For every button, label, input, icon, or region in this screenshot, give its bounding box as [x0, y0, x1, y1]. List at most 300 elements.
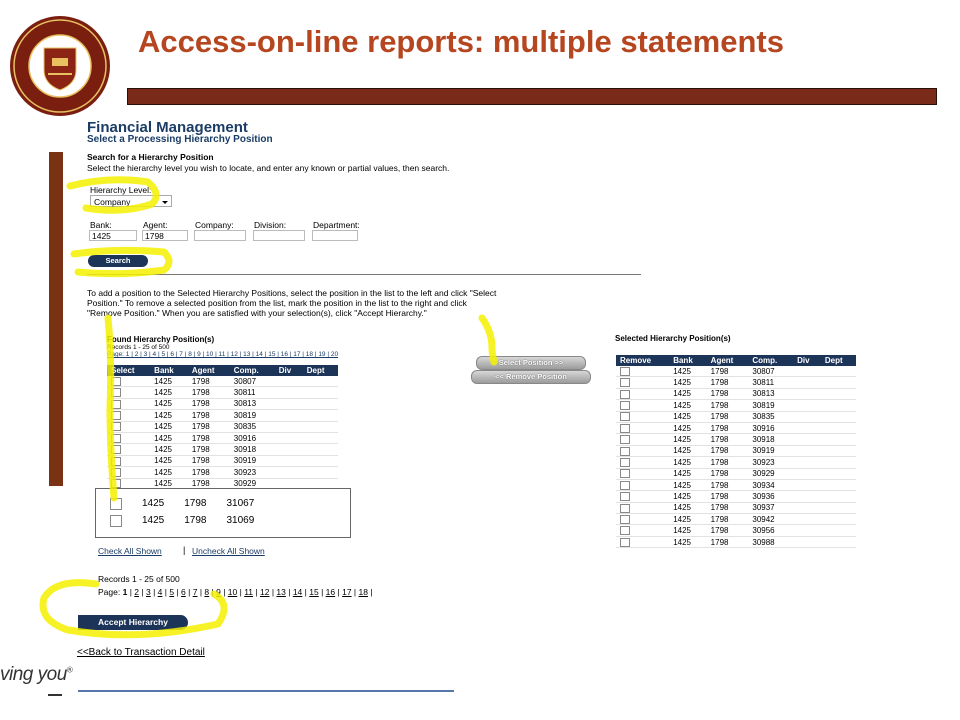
division-cell [275, 398, 303, 409]
checkbox-cell [616, 468, 669, 479]
division-cell [275, 387, 303, 398]
checkbox-cell [616, 536, 669, 547]
check-all-link[interactable]: Check All Shown [98, 546, 162, 556]
company-cell: 30813 [748, 388, 793, 399]
selected-checkbox[interactable] [620, 504, 630, 513]
division-cell [275, 421, 303, 432]
checkbox-cell [616, 491, 669, 502]
search-heading: Search for a Hierarchy Position [87, 152, 214, 162]
agent-cell: 1798 [707, 525, 749, 536]
back-to-transaction-link[interactable]: <<Back to Transaction Detail [77, 647, 205, 658]
division-cell [793, 502, 821, 513]
department-cell [303, 387, 338, 398]
selected-checkbox[interactable] [620, 481, 630, 490]
slide-title: Access-on-line reports: multiple statements [138, 24, 784, 59]
agent-cell: 1798 [188, 376, 230, 387]
bottom-records: Records 1 - 25 of 500 [98, 574, 180, 584]
bank-field[interactable]: 1425 [89, 230, 137, 241]
selected-row [616, 468, 856, 479]
department-field[interactable] [312, 230, 358, 241]
page-separator: | [302, 587, 307, 597]
agent-cell: 1798 [707, 536, 749, 547]
agent-cell: 1798 [707, 514, 749, 525]
zoomed-row [100, 512, 304, 529]
page-link-10[interactable]: 10 [227, 587, 238, 597]
company-cell: 30988 [748, 536, 793, 547]
column-header-dept: Dept [303, 365, 338, 376]
column-header-bank: Bank [150, 365, 188, 376]
division-cell [793, 377, 821, 388]
agent-cell: 1798 [188, 444, 230, 455]
department-cell [821, 388, 856, 399]
found-checkbox[interactable] [111, 400, 121, 409]
instructions-line-3: "Remove Position." When you are satisfied with your selection(s), click "Accept Hierarchy." [87, 308, 427, 318]
agent-cell: 1798 [188, 455, 230, 466]
checkbox-cell [107, 444, 150, 455]
found-checkbox[interactable] [111, 388, 121, 397]
department-cell [284, 512, 304, 529]
department-cell [821, 422, 856, 433]
department-cell [303, 432, 338, 443]
division-label: Division: [254, 220, 287, 230]
page-separator: | [318, 587, 324, 597]
page-link-18[interactable]: 18 [358, 587, 368, 597]
checkbox-cell [616, 502, 669, 513]
bottom-pagination [98, 587, 373, 597]
page-link-11[interactable]: 11 [244, 587, 254, 597]
agent-cell: 1798 [707, 445, 749, 456]
found-row [107, 467, 338, 478]
bank-cell: 1425 [669, 366, 706, 377]
agent-field[interactable]: 1798 [142, 230, 188, 241]
division-cell [264, 495, 284, 512]
company-cell: 30811 [748, 377, 793, 388]
company-field[interactable] [194, 230, 246, 241]
bank-cell: 1425 [669, 445, 706, 456]
selected-checkbox[interactable] [620, 492, 630, 501]
found-row [107, 444, 338, 455]
found-pagination[interactable]: Page: 1 | 2 | 3 | 4 | 5 | 6 | 7 | 8 | 9 | 10 | 11 | 12 | 13 | 14 | 15 | 16 | 17 | 18 | 19 | 20 [107, 351, 339, 358]
hierarchy-level-label: Hierarchy Level: [90, 185, 152, 195]
agent-cell: 1798 [707, 388, 749, 399]
page-separator: | [127, 587, 132, 597]
department-cell [821, 377, 856, 388]
selected-row [616, 388, 856, 399]
selected-row [616, 502, 856, 513]
hierarchy-level-value: Company [94, 197, 131, 207]
selected-checkbox[interactable] [620, 447, 630, 456]
agent-cell: 1798 [707, 422, 749, 433]
company-cell: 30807 [748, 366, 793, 377]
department-cell [303, 398, 338, 409]
bank-cell: 1425 [669, 468, 706, 479]
agent-cell: 1798 [184, 498, 207, 509]
checkbox-cell [107, 455, 150, 466]
selected-row [616, 536, 856, 547]
checkbox-cell [616, 388, 669, 399]
company-cell: 30819 [748, 400, 793, 411]
division-cell [793, 525, 821, 536]
selected-checkbox[interactable] [620, 367, 630, 376]
selected-row [616, 479, 856, 490]
bank-cell: 1425 [669, 411, 706, 422]
company-cell: 30918 [230, 444, 275, 455]
company-cell: 30811 [230, 387, 275, 398]
division-cell [793, 422, 821, 433]
zoomed-checkbox[interactable] [110, 515, 122, 527]
page-link-2[interactable]: 2 [134, 587, 140, 597]
department-cell [303, 376, 338, 387]
bank-cell: 1425 [150, 444, 188, 455]
checkbox-cell [616, 422, 669, 433]
page-link-1[interactable]: 1 [122, 587, 128, 597]
division-cell [275, 410, 303, 421]
bank-cell: 1425 [142, 515, 165, 526]
department-cell [821, 400, 856, 411]
page-link-15[interactable]: 15 [309, 587, 319, 597]
found-row [107, 421, 338, 432]
registered-mark: ® [66, 665, 73, 675]
company-cell: 30819 [230, 410, 275, 421]
company-cell: 30918 [748, 434, 793, 445]
checkbox-cell [107, 376, 150, 387]
page-separator: | [174, 587, 179, 597]
link-separator: | [183, 545, 186, 555]
agent-cell: 1798 [188, 387, 230, 398]
found-checkbox[interactable] [111, 445, 121, 454]
department-cell [303, 410, 338, 421]
column-header-bank: Bank [669, 355, 706, 366]
found-records: Records 1 - 25 of 500 [107, 344, 170, 351]
bank-cell: 1425 [669, 377, 706, 388]
column-header-remove: Remove [616, 355, 669, 366]
company-cell: 30923 [230, 467, 275, 478]
page-separator: | [162, 587, 167, 597]
department-cell [821, 457, 856, 468]
agent-cell: 1798 [707, 491, 749, 502]
footer-tagline-text: ving you [0, 664, 67, 685]
checkbox-cell [107, 398, 150, 409]
page-separator: | [367, 587, 373, 597]
bank-cell: 1425 [669, 422, 706, 433]
bank-label: Bank: [90, 220, 112, 230]
agent-cell: 1798 [184, 515, 207, 526]
selected-checkbox[interactable] [620, 538, 630, 547]
page-link-6[interactable]: 6 [181, 587, 186, 597]
company-cell: 30919 [748, 445, 793, 456]
department-cell [821, 479, 856, 490]
department-cell [821, 514, 856, 525]
checkbox-cell [107, 432, 150, 443]
selected-row [616, 400, 856, 411]
page-separator: | [220, 587, 226, 597]
agent-cell: 1798 [707, 411, 749, 422]
department-cell [303, 467, 338, 478]
company-label: Company: [195, 220, 234, 230]
found-row [107, 410, 338, 421]
hierarchy-level-select[interactable] [90, 195, 172, 207]
company-cell: 30937 [748, 502, 793, 513]
selected-checkbox[interactable] [620, 469, 630, 478]
found-row [107, 376, 338, 387]
division-cell [793, 536, 821, 547]
bank-cell: 1425 [150, 421, 188, 432]
selected-row [616, 525, 856, 536]
agent-cell: 1798 [707, 468, 749, 479]
instructions-line-2: Position." To remove a selected position from the list, mark the position in the list to the right and click [87, 298, 467, 308]
bank-cell: 1425 [669, 388, 706, 399]
selected-checkbox[interactable] [620, 458, 630, 467]
page-link-14[interactable]: 14 [292, 587, 303, 597]
checkbox-cell [616, 411, 669, 422]
selected-row [616, 514, 856, 525]
page-label: Page: [98, 587, 121, 597]
zoomed-row [100, 495, 304, 512]
agent-cell: 1798 [188, 478, 230, 489]
bank-cell: 1425 [669, 536, 706, 547]
bank-cell: 1425 [150, 387, 188, 398]
accept-hierarchy-button[interactable]: Accept Hierarchy [78, 615, 188, 630]
company-cell: 30936 [748, 491, 793, 502]
division-cell [264, 512, 284, 529]
bank-cell: 1425 [669, 514, 706, 525]
zoomed-checkbox[interactable] [110, 498, 122, 510]
found-row [107, 455, 338, 466]
page-link-17[interactable]: 17 [342, 587, 352, 597]
selected-checkbox[interactable] [620, 378, 630, 387]
company-cell: 30916 [230, 432, 275, 443]
page-link-5[interactable]: 5 [169, 587, 175, 597]
company-cell: 30929 [748, 468, 793, 479]
selected-checkbox[interactable] [620, 412, 630, 421]
page-link-13[interactable]: 13 [276, 587, 286, 597]
bank-cell: 1425 [150, 467, 188, 478]
division-cell [793, 468, 821, 479]
found-table-header [107, 365, 338, 376]
page-link-7[interactable]: 7 [192, 587, 198, 597]
agent-cell: 1798 [707, 457, 749, 468]
selected-title: Selected Hierarchy Position(s) [615, 334, 731, 343]
column-header-div: Div [793, 355, 821, 366]
search-button[interactable]: Search [88, 255, 148, 267]
company-cell: 30835 [230, 421, 275, 432]
selected-checkbox[interactable] [620, 435, 630, 444]
selected-checkbox[interactable] [620, 515, 630, 524]
column-header-comp: Comp. [748, 355, 793, 366]
page-separator: | [269, 587, 275, 597]
department-cell [303, 444, 338, 455]
company-cell: 31067 [226, 498, 255, 509]
checkbox-cell [616, 400, 669, 411]
page-separator: | [237, 587, 242, 597]
division-cell [275, 467, 303, 478]
bank-cell: 1425 [669, 491, 706, 502]
checkbox-cell [616, 366, 669, 377]
agent-cell: 1798 [188, 410, 230, 421]
department-cell [821, 366, 856, 377]
found-checkbox[interactable] [111, 457, 121, 466]
department-cell [821, 536, 856, 547]
checkbox-cell [100, 512, 132, 529]
division-cell [793, 388, 821, 399]
found-row [107, 398, 338, 409]
bank-cell: 1425 [150, 478, 188, 489]
page-separator: | [253, 587, 258, 597]
app-heading: Financial Management [87, 119, 248, 136]
division-cell [275, 376, 303, 387]
division-cell [275, 444, 303, 455]
department-cell [284, 495, 304, 512]
company-cell: 30916 [748, 422, 793, 433]
found-positions-table [107, 365, 338, 490]
division-field[interactable] [253, 230, 305, 241]
bank-cell: 1425 [150, 455, 188, 466]
division-cell [793, 411, 821, 422]
column-header-comp: Comp. [230, 365, 275, 376]
selected-row [616, 377, 856, 388]
bank-cell: 1425 [669, 525, 706, 536]
department-cell [821, 491, 856, 502]
department-cell [821, 468, 856, 479]
page-separator: | [351, 587, 357, 597]
footer-tick [48, 694, 62, 696]
found-title: Found Hierarchy Position(s) [107, 335, 215, 344]
found-checkbox[interactable] [111, 434, 121, 443]
agent-cell: 1798 [707, 479, 749, 490]
found-checkbox[interactable] [111, 468, 121, 477]
department-cell [821, 411, 856, 422]
selected-row [616, 422, 856, 433]
bank-cell: 1425 [150, 398, 188, 409]
found-row [107, 432, 338, 443]
division-cell [793, 479, 821, 490]
checkbox-cell [107, 410, 150, 421]
department-cell [303, 421, 338, 432]
page-separator: | [285, 587, 291, 597]
company-cell: 30956 [748, 525, 793, 536]
column-header-div: Div [275, 365, 303, 376]
footer-tagline [0, 664, 72, 686]
page-link-9[interactable]: 9 [216, 587, 221, 597]
agent-cell: 1798 [707, 377, 749, 388]
bank-cell: 1425 [669, 434, 706, 445]
checkbox-cell [616, 525, 669, 536]
column-header-agent: Agent [707, 355, 749, 366]
found-checkbox[interactable] [111, 411, 121, 420]
bank-cell: 1425 [150, 376, 188, 387]
selected-checkbox[interactable] [620, 526, 630, 535]
bank-cell: 1425 [142, 498, 165, 509]
selected-checkbox[interactable] [620, 401, 630, 410]
selected-row [616, 445, 856, 456]
column-header-agent: Agent [188, 365, 230, 376]
department-cell [821, 445, 856, 456]
department-label: Department: [313, 220, 360, 230]
selected-row [616, 434, 856, 445]
chevron-down-icon [162, 201, 168, 204]
selected-row [616, 366, 856, 377]
bank-cell: 1425 [150, 410, 188, 421]
division-cell [275, 455, 303, 466]
company-cell: 30929 [230, 478, 275, 489]
checkbox-cell [616, 445, 669, 456]
left-accent-bar [49, 152, 63, 486]
page-separator: | [335, 587, 340, 597]
company-cell: 30813 [230, 398, 275, 409]
checkbox-cell [616, 457, 669, 468]
checkbox-cell [107, 467, 150, 478]
checkbox-cell [100, 495, 132, 512]
selected-row [616, 457, 856, 468]
select-position-button[interactable]: Select Position >> [476, 356, 586, 370]
division-cell [793, 434, 821, 445]
page-link-8[interactable]: 8 [204, 587, 210, 597]
division-cell [793, 366, 821, 377]
agent-cell: 1798 [188, 421, 230, 432]
zoomed-rows-inset [95, 488, 351, 538]
bank-cell: 1425 [150, 432, 188, 443]
division-cell [793, 491, 821, 502]
page-link-4[interactable]: 4 [157, 587, 163, 597]
company-cell: 30942 [748, 514, 793, 525]
agent-cell: 1798 [707, 400, 749, 411]
bank-cell: 1425 [669, 502, 706, 513]
company-cell: 30835 [748, 411, 793, 422]
bank-cell: 1425 [669, 400, 706, 411]
zoomed-rows-table [100, 495, 304, 529]
selected-table-header [616, 355, 856, 366]
company-cell: 30807 [230, 376, 275, 387]
checkbox-cell [107, 421, 150, 432]
checkbox-cell [616, 434, 669, 445]
found-checkbox[interactable] [111, 377, 121, 386]
page-link-12[interactable]: 12 [259, 587, 270, 597]
division-cell [793, 514, 821, 525]
agent-label: Agent: [143, 220, 168, 230]
checkbox-cell [107, 387, 150, 398]
selected-checkbox[interactable] [620, 390, 630, 399]
column-header-dept: Dept [821, 355, 856, 366]
selected-row [616, 491, 856, 502]
column-header-select: Select [107, 365, 150, 376]
found-checkbox[interactable] [111, 422, 121, 431]
page-link-3[interactable]: 3 [145, 587, 151, 597]
title-underline-bar [127, 88, 937, 105]
agent-cell: 1798 [188, 467, 230, 478]
search-instructions: Select the hierarchy level you wish to locate, and enter any known or partial values, then search. [87, 163, 450, 173]
page-separator: | [197, 587, 203, 597]
division-cell [793, 457, 821, 468]
company-cell: 31069 [226, 515, 255, 526]
selected-checkbox[interactable] [620, 424, 630, 433]
division-cell [275, 432, 303, 443]
bank-cell: 1425 [669, 457, 706, 468]
remove-position-button[interactable]: << Remove Position [471, 370, 591, 384]
page-link-16[interactable]: 16 [325, 587, 336, 597]
company-cell: 30934 [748, 479, 793, 490]
company-cell: 30919 [230, 455, 275, 466]
page-separator: | [139, 587, 144, 597]
department-cell [821, 525, 856, 536]
agent-cell: 1798 [188, 398, 230, 409]
page-separator: | [185, 587, 191, 597]
company-cell: 30923 [748, 457, 793, 468]
uncheck-all-link[interactable]: Uncheck All Shown [192, 546, 265, 556]
checkbox-cell [616, 377, 669, 388]
page-separator: | [150, 587, 156, 597]
department-cell [821, 502, 856, 513]
selected-row [616, 411, 856, 422]
